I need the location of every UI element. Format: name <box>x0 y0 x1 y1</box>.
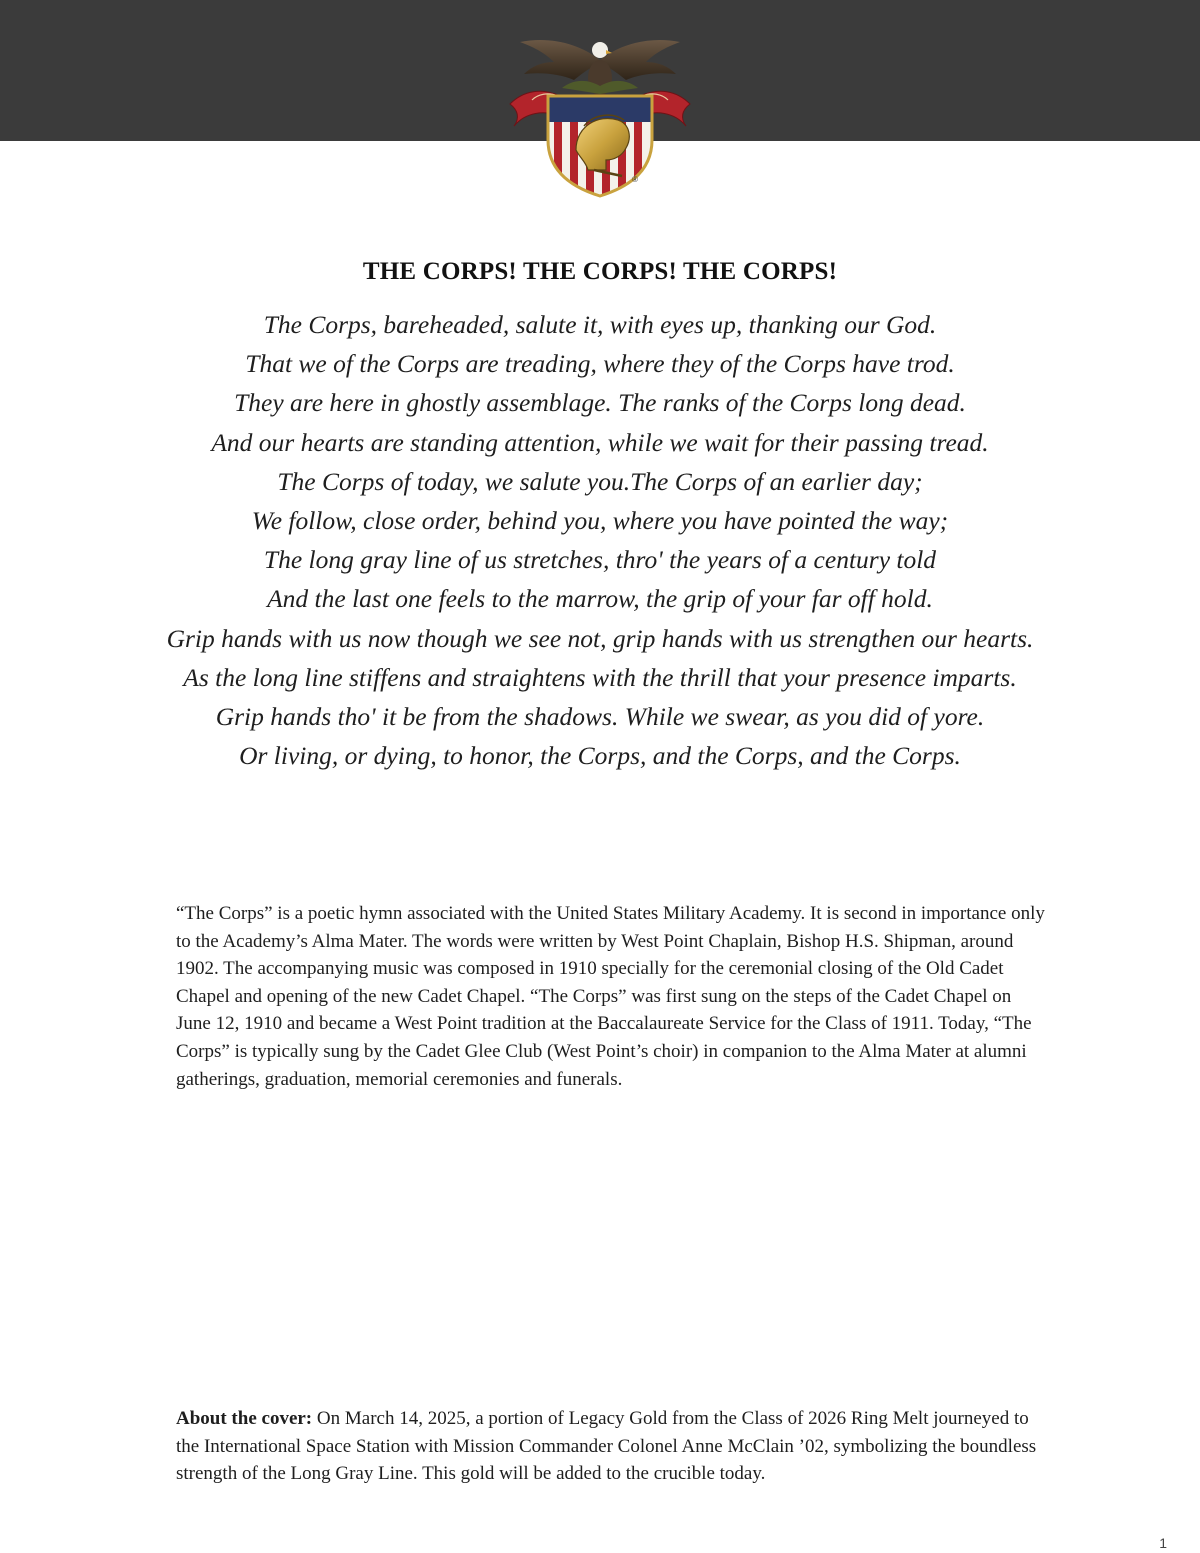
hymn-description: “The Corps” is a poetic hymn associated with the United States Military Academy. It is second in importance only to the Academy’s Alma Mater. The words were written by West Point Chaplain, Bishop H.S. Shipman, around 1902. The accompanying music was composed in 1910 specially for the ceremonial closing of the Old Cadet Chapel and opening of the new Cadet Chapel. “The Corps” was first sung on the steps of the Cadet Chapel on June 12, 1910 and became a West Point tradition at the Baccalaureate Service for the Class of 1911. Today, “The Corps” is typically sung by the Cadet Glee Club (West Point’s choir) in companion to the Alma Mater at alumni gatherings, graduation, memorial ceremonies and funerals. <box>176 903 1045 1090</box>
poem-verse <box>0 305 1200 775</box>
poem-line: The Corps of today, we salute you.The Corps of an earlier day; <box>277 466 923 496</box>
poem-line: That we of the Corps are treading, where they of the Corps have trod. <box>245 349 955 379</box>
poem-line: Grip hands tho' it be from the shadows. While we swear, as you did of yore. <box>215 702 985 732</box>
about-the-cover <box>176 1405 1056 1488</box>
poem-line: And our hearts are standing attention, while we wait for their passing tread. <box>211 427 989 457</box>
poem-line: The long gray line of us stretches, thro' the years of a century told <box>263 545 937 575</box>
eagle-left-wing <box>520 40 600 80</box>
poem-line: And the last one feels to the marrow, the grip of your far off hold. <box>267 584 933 614</box>
about-the-cover-text: On March 14, 2025, a portion of Legacy Gold from the Class of 2026 Ring Melt journeyed to the International Space Station with Mission Commander Colonel Anne McClain ’02, symbolizing the boundless strength of the Long Gray Line. This gold will be added to the crucible today. <box>176 1408 1037 1485</box>
eagle-head <box>592 42 608 58</box>
poem-line: The Corps, bareheaded, salute it, with eyes up, thanking our God. <box>263 310 937 339</box>
poem-title: THE CORPS! THE CORPS! THE CORPS! <box>362 258 838 285</box>
poem-line: As the long line stiffens and straightens with the thrill that your presence imparts. <box>183 662 1017 692</box>
registered-mark: ® <box>632 175 638 184</box>
about-the-cover-label: About the cover: <box>176 1408 313 1429</box>
poem-line: We follow, close order, behind you, where you have pointed the way; <box>251 506 949 536</box>
west-point-crest-icon <box>502 30 698 198</box>
poem-line: Grip hands with us now though we see not, grip hands with us strengthen our hearts. <box>166 623 1034 653</box>
page-number: 1 <box>1159 1535 1167 1551</box>
eagle-right-wing <box>600 40 680 80</box>
poem-line: Or living, or dying, to honor, the Corps, and the Corps, and the Corps. <box>239 741 961 771</box>
poem-line: They are here in ghostly assemblage. The ranks of the Corps long dead. <box>234 388 966 418</box>
